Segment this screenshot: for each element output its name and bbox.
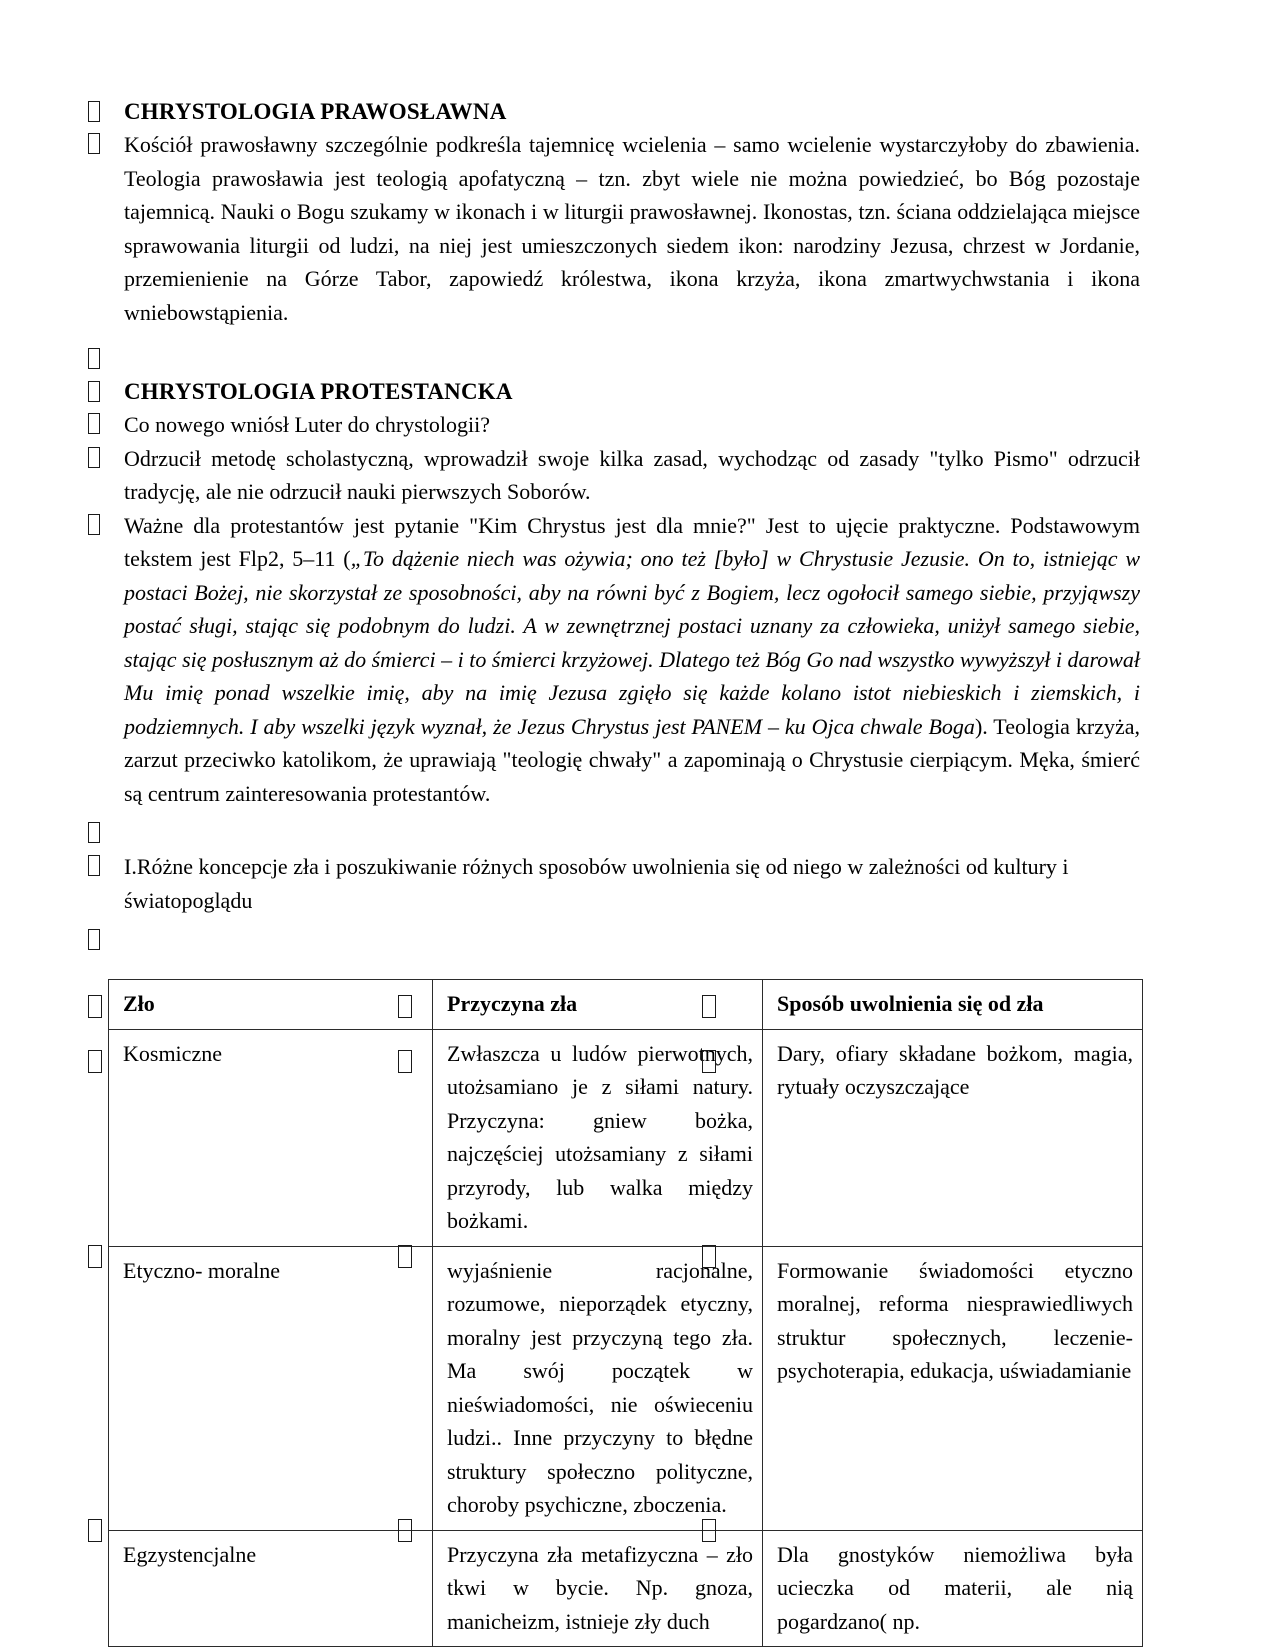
paragraph-protestant-answer: Odrzucił metodę scholastyczną, wprowadził swoje kilka zasad, wychodząc od zasady "tylko Pismo" odrzucił tradycję, ale nie odrzucił nauki pierwszych Soborów. bbox=[124, 445, 1140, 504]
bullet-marker-icon bbox=[702, 1050, 716, 1073]
list-item-protestant-heading bbox=[88, 376, 1140, 408]
list-item-empty-3 bbox=[88, 924, 1140, 957]
list-item-empty-2 bbox=[88, 817, 1140, 850]
cell-zlo: Etyczno- moralne bbox=[109, 1246, 433, 1530]
bullet-marker-icon bbox=[398, 1519, 412, 1542]
vertical-gap bbox=[88, 329, 1140, 343]
table-header-row bbox=[109, 980, 1143, 1030]
bullet-marker-icon bbox=[88, 1519, 102, 1542]
bullet-marker-icon bbox=[88, 1245, 102, 1268]
paragraph-protestant-question: Co nowego wniósł Luter do chrystologii? bbox=[124, 412, 491, 437]
column-header-sposob: Sposób uwolnienia się od zła bbox=[763, 980, 1143, 1030]
paragraph-important bbox=[124, 509, 1140, 811]
list-item-numbered-concepts bbox=[88, 850, 1140, 917]
bullet-marker-icon bbox=[88, 96, 124, 123]
list-item-orthodox-heading bbox=[88, 96, 1140, 128]
column-header-przyczyna: Przyczyna zła bbox=[433, 980, 763, 1030]
empty-line bbox=[124, 343, 1140, 376]
bullet-marker-icon bbox=[88, 128, 124, 155]
bullet-marker-icon bbox=[702, 1245, 716, 1268]
bullet-marker-icon bbox=[88, 850, 124, 877]
evil-concepts-table-block bbox=[88, 979, 1140, 1647]
bullet-marker-icon bbox=[88, 442, 124, 469]
bullet-marker-icon bbox=[702, 1519, 716, 1542]
bullet-marker-icon bbox=[88, 817, 124, 844]
evil-concepts-table bbox=[108, 979, 1143, 1647]
bullet-marker-icon bbox=[88, 343, 124, 370]
cell-zlo: Kosmiczne bbox=[109, 1029, 433, 1246]
list-item-protestant-question bbox=[88, 408, 1140, 442]
list-item-empty-1 bbox=[88, 343, 1140, 376]
cell-sposob: Dla gnostyków niemożliwa była ucieczka od materii, ale nią pogardzano( np. bbox=[763, 1530, 1143, 1647]
bullet-marker-icon bbox=[398, 1050, 412, 1073]
list-item-orthodox-paragraph bbox=[88, 128, 1140, 329]
cell-przyczyna: wyjaśnienie racjonalne, rozumowe, nieporządek etyczny, moralny jest przyczyną tego zła. Ma swój początek w nieświadomości, nie oświeceniu ludzi.. Inne przyczyny to błędne struktury społeczno polityczne, choroby psychiczne, zboczenia. bbox=[433, 1246, 763, 1530]
list-item-protestant-answer bbox=[88, 442, 1140, 509]
bullet-marker-icon bbox=[88, 924, 124, 951]
empty-line bbox=[124, 924, 1140, 957]
bullet-marker-icon bbox=[398, 1245, 412, 1268]
column-header-zlo: Zło bbox=[109, 980, 433, 1030]
list-item-important-paragraph bbox=[88, 509, 1140, 811]
paragraph-orthodox: Kościół prawosławny szczególnie podkreśla tajemnicę wcielenia – samo wcielenie wystarczyłoby do zbawienia. Teologia prawosławia jest teologią apofatyczną – tzn. zbyt wiele nie można powiedzieć, bo Bóg pozostaje tajemnicą. Nauki o Bogu szukamy w ikonach i w liturgii prawosławnej. Ikonostas, tzn. ściana oddzielająca miejsce sprawowania liturgii od ludzi, na niej jest umieszczonych siedem ikon: narodziny Jezusa, chrzest w Jordanie, przemienienie na Górze Tabor, zapowiedź królestwa, ikona krzyża, ikona zmartwychwstania i ikona wniebowstąpienia. bbox=[124, 132, 1140, 325]
bullet-marker-icon bbox=[88, 995, 102, 1018]
bullet-marker-icon bbox=[702, 995, 716, 1018]
important-lead: Ważne dla protestantów jest pytanie "Kim Chrystus jest dla mnie?" Jest to ujęcie praktyczne. Podstawowym tekstem jest Flp2, 5–11 ( bbox=[124, 512, 1140, 571]
section-heading-protestant: CHRYSTOLOGIA PROTESTANCKA bbox=[124, 379, 513, 404]
paragraph-numbered-concepts: I.Różne koncepcje zła i poszukiwanie różnych sposobów uwolnienia się od niego w zależności od kultury i światopoglądu bbox=[124, 854, 1069, 913]
bullet-marker-icon bbox=[88, 1050, 102, 1073]
cell-sposob: Dary, ofiary składane bożkom, magia, rytuały oczyszczające bbox=[763, 1029, 1143, 1246]
vertical-gap bbox=[88, 917, 1140, 924]
vertical-gap bbox=[88, 810, 1140, 817]
bullet-marker-icon bbox=[88, 376, 124, 403]
cell-przyczyna: Zwłaszcza u ludów pierwotnych, utożsamiano je z siłami natury. Przyczyna: gniew bożka, najczęściej utożsamiany z siłami przyrody, lub walka między bożkami. bbox=[433, 1029, 763, 1246]
bullet-marker-icon bbox=[88, 509, 124, 536]
cell-przyczyna: Przyczyna zła metafizyczna – zło tkwi w bycie. Np. gnoza, manicheizm, istnieje zły duch bbox=[433, 1530, 763, 1647]
important-quote: „To dążenie niech was ożywia; ono też [było] w Chrystusie Jezusie. On to, istniejąc w postaci Bożej, nie skorzystał ze sposobności, aby na równi być z Bogiem, lecz ogołocił samego siebie, przyjąwszy postać sługi, stając się podobnym do ludzi. A w zewnętrznej postaci uznany za człowieka, uniżył samego siebie, stając się posłusznym aż do śmierci – i to śmierci krzyżowej. Dlatego też Bóg Go nad wszystko wywyższył i darował Mu imię ponad wszelkie imię, aby na imię Jezusa zgięło się każde kolano istot niebieskich i ziemskich, i podziemnych. I aby wszelki język wyznał, że Jezus Chrystus jest PANEM – ku Ojca chwale Boga bbox=[124, 546, 1140, 739]
table-row bbox=[109, 1029, 1143, 1246]
important-tail: ). Teologia krzyża, zarzut przeciwko katolikom, że uprawiają "teologię chwały" a zapominają o Chrystusie cierpiącym. Męka, śmierć są centrum zainteresowania protestantów. bbox=[124, 713, 1140, 806]
section-heading-orthodox: CHRYSTOLOGIA PRAWOSŁAWNA bbox=[124, 99, 507, 124]
cell-sposob: Formowanie świadomości etyczno moralnej, reforma niesprawiedliwych struktur społecznych, leczenie-psychoterapia, edukacja, uświadamianie bbox=[763, 1246, 1143, 1530]
table-row bbox=[109, 1246, 1143, 1530]
cell-zlo: Egzystencjalne bbox=[109, 1530, 433, 1647]
empty-line bbox=[124, 817, 1140, 850]
table-row bbox=[109, 1530, 1143, 1647]
bullet-marker-icon bbox=[398, 995, 412, 1018]
bullet-marker-icon bbox=[88, 408, 124, 435]
